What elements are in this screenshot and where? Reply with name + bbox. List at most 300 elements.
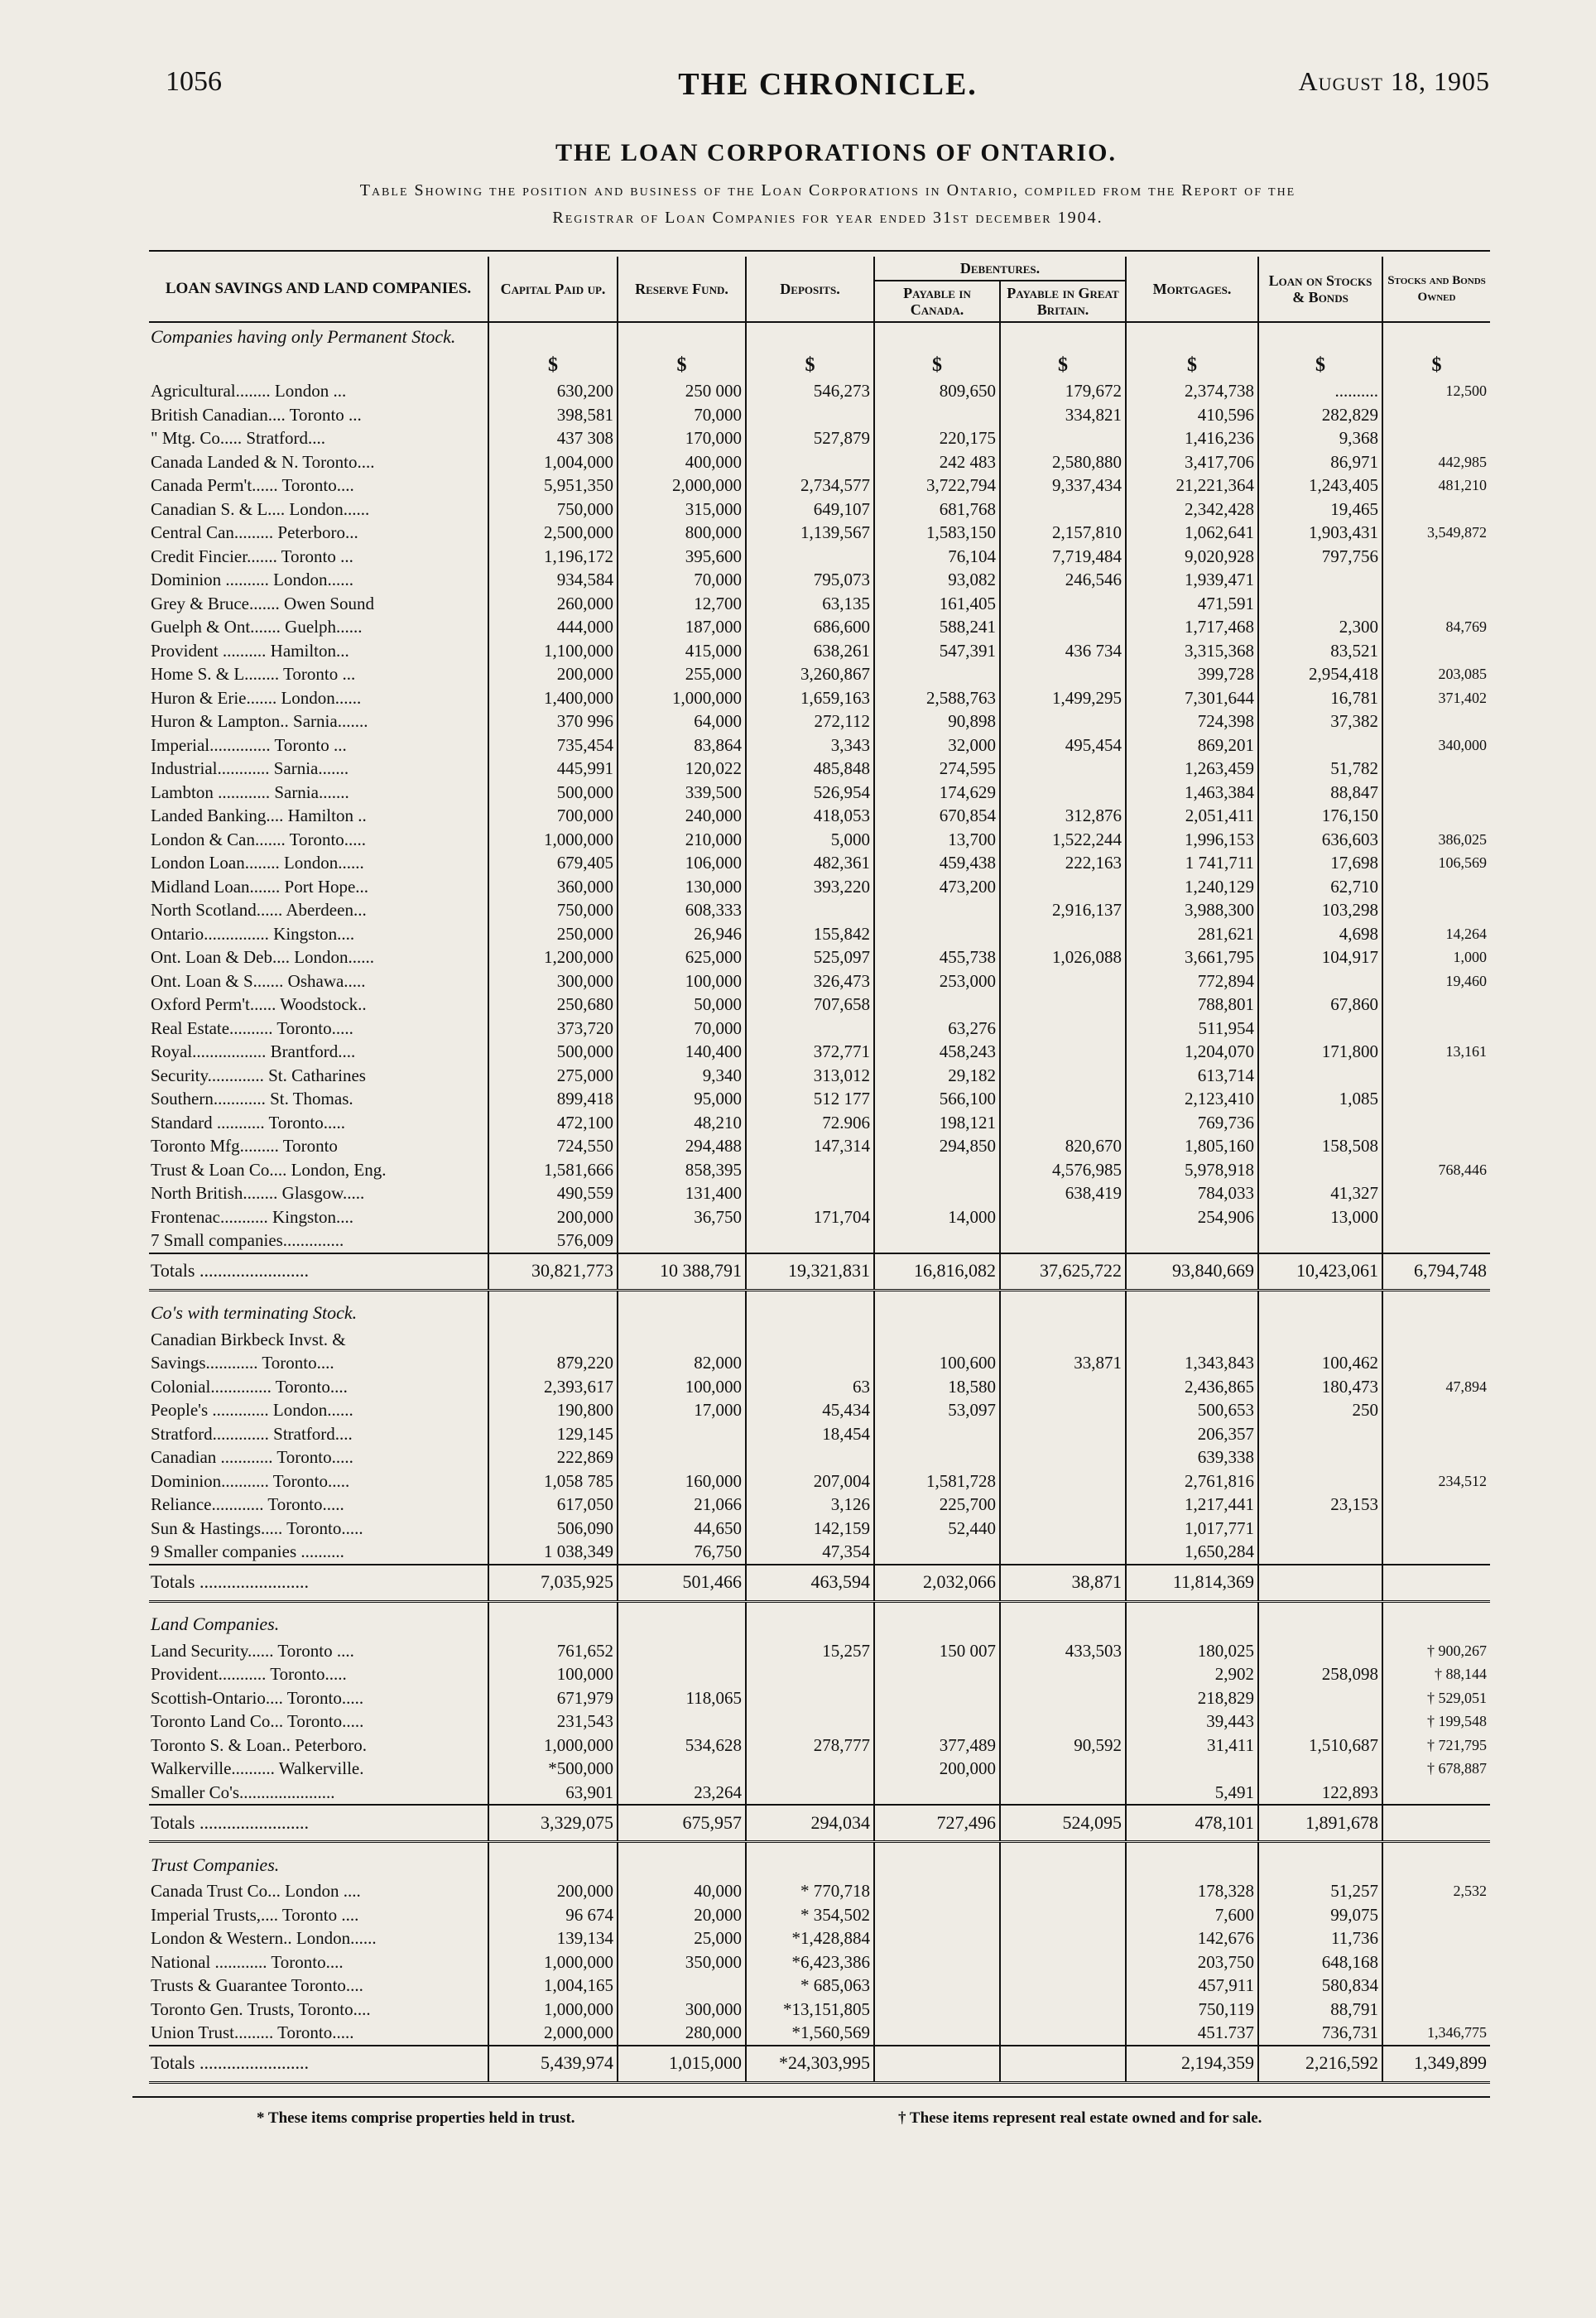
loans-cell: 37,382 (1258, 709, 1382, 733)
deb-britain-cell (1000, 757, 1126, 781)
loans-cell: 158,508 (1258, 1134, 1382, 1158)
spacer-row (149, 1842, 1490, 1852)
table-row (149, 1950, 1490, 1974)
stocks-cell (1382, 1781, 1490, 1806)
mortgages-cell: 869,201 (1126, 733, 1258, 757)
loans-cell: 122,893 (1258, 1781, 1382, 1806)
deposits-cell: 278,777 (746, 1734, 874, 1758)
blank-cell (149, 1290, 488, 1300)
capital-cell: 761,652 (488, 1639, 618, 1663)
company-name: Provident .......... Hamilton... (151, 640, 349, 661)
mortgages-cell: 1,017,771 (1126, 1517, 1258, 1541)
company-name: Home S. & L........ Toronto ... (151, 664, 356, 684)
loans-cell (1258, 1111, 1382, 1135)
deb-britain-cell: 4,576,985 (1000, 1158, 1126, 1182)
subtitle-line-1: Table Showing the position and business of the Loan Corporations in Ontario, compiled from the Report of the (359, 181, 1296, 200)
deb-canada-cell (874, 1950, 1000, 1974)
capital-cell: 1,000,000 (488, 828, 618, 852)
reserve-cell: 36,750 (618, 1205, 746, 1229)
col-header-companies: LOAN SAVINGS AND LAND COMPANIES. (149, 257, 488, 322)
loan-corporations-table (149, 257, 1490, 2084)
loans-cell: 104,917 (1258, 945, 1382, 969)
deb-canada-cell: 1,583,150 (874, 521, 1000, 545)
total-mortgages-cell: 2,194,359 (1126, 2046, 1258, 2083)
stocks-cell: 371,402 (1382, 686, 1490, 710)
deb-canada-cell: 681,768 (874, 498, 1000, 522)
bottom-rule (132, 2096, 1490, 2098)
totals-label: Totals ........................ (149, 2046, 488, 2083)
blank-cell (1258, 1851, 1382, 1879)
stocks-cell (1382, 1540, 1490, 1565)
capital-cell: 200,000 (488, 662, 618, 686)
table-row (149, 1181, 1490, 1205)
table-row (149, 1375, 1490, 1399)
loans-cell: 1,243,405 (1258, 474, 1382, 498)
stocks-cell (1382, 1064, 1490, 1088)
company-name: Credit Fincier....... Toronto ... (151, 546, 353, 566)
mortgages-cell: 1,240,129 (1126, 875, 1258, 899)
table-row (149, 945, 1490, 969)
stocks-cell (1382, 426, 1490, 450)
company-name: 7 Small companies.............. (151, 1230, 344, 1250)
company-name: London & Western.. London...... (151, 1928, 377, 1948)
blank-cell (1126, 1851, 1258, 1879)
deposits-cell: *13,151,805 (746, 1998, 874, 2022)
deb-canada-cell: 100,600 (874, 1351, 1000, 1375)
company-name: Toronto Mfg......... Toronto (151, 1136, 338, 1156)
deb-canada-cell (874, 1974, 1000, 1998)
capital-cell: 617,050 (488, 1493, 618, 1517)
mortgages-cell: 9,020,928 (1126, 545, 1258, 569)
mortgages-cell: 639,338 (1126, 1445, 1258, 1469)
blank-cell (746, 1290, 874, 1300)
mortgages-cell: 1,217,441 (1126, 1493, 1258, 1517)
stocks-cell (1382, 1205, 1490, 1229)
company-name: North British........ Glasgow..... (151, 1183, 365, 1203)
deb-canada-cell (874, 1662, 1000, 1686)
stocks-cell: 47,894 (1382, 1375, 1490, 1399)
capital-cell: 490,559 (488, 1181, 618, 1205)
mortgages-cell: 2,342,428 (1126, 498, 1258, 522)
mortgages-cell: 218,829 (1126, 1686, 1258, 1710)
col-header-deb-canada: Payable in Canada. (874, 281, 1000, 322)
total-reserve-cell: 10 388,791 (618, 1253, 746, 1291)
reserve-cell: 40,000 (618, 1879, 746, 1903)
company-name: North Scotland...... Aberdeen... (151, 900, 367, 920)
blank-cell (874, 1290, 1000, 1300)
loans-cell: 19,465 (1258, 498, 1382, 522)
spacer-row (149, 1601, 1490, 1611)
stocks-cell (1382, 1493, 1490, 1517)
company-name: Lambton ............ Sarnia....... (151, 781, 349, 802)
stocks-cell (1382, 757, 1490, 781)
table-row (149, 1757, 1490, 1781)
company-name: Toronto Gen. Trusts, Toronto.... (151, 1998, 371, 2019)
loans-cell: 67,860 (1258, 993, 1382, 1017)
deb-canada-cell: 3,722,794 (874, 474, 1000, 498)
blank-cell (149, 1842, 488, 1852)
company-name: Canada Perm't...... Toronto.... (151, 475, 354, 495)
mortgages-cell: 3,988,300 (1126, 898, 1258, 922)
mortgages-cell: 1,416,236 (1126, 426, 1258, 450)
blank-cell (618, 1601, 746, 1611)
deposits-cell (746, 1662, 874, 1686)
deb-britain-cell (1000, 1017, 1126, 1041)
reserve-cell: 315,000 (618, 498, 746, 522)
capital-cell: *500,000 (488, 1757, 618, 1781)
deb-canada-cell: 2,588,763 (874, 686, 1000, 710)
deb-canada-cell (874, 1710, 1000, 1734)
deb-canada-cell: 93,082 (874, 568, 1000, 592)
capital-cell: 1,004,000 (488, 450, 618, 474)
capital-cell: 398,581 (488, 403, 618, 427)
table-row (149, 1686, 1490, 1710)
deb-britain-cell (1000, 1040, 1126, 1064)
stocks-cell: † 678,887 (1382, 1757, 1490, 1781)
deb-canada-cell: 294,850 (874, 1134, 1000, 1158)
company-name: Walkerville.......... Walkerville. (151, 1758, 364, 1778)
reserve-cell: 118,065 (618, 1686, 746, 1710)
deposits-cell: *1,560,569 (746, 2021, 874, 2046)
loans-cell (1258, 1757, 1382, 1781)
capital-cell: 2,500,000 (488, 521, 618, 545)
table-row (149, 804, 1490, 828)
capital-cell: 1,004,165 (488, 1974, 618, 1998)
table-row (149, 2021, 1490, 2046)
table-row (149, 1229, 1490, 1253)
deposits-cell: 485,848 (746, 757, 874, 781)
loans-cell (1258, 1517, 1382, 1541)
deposits-cell: 372,771 (746, 1040, 874, 1064)
mortgages-cell: 1,650,284 (1126, 1540, 1258, 1565)
deb-britain-cell: 179,672 (1000, 379, 1126, 403)
blank-cell (618, 1611, 746, 1639)
total-mortgages-cell: 93,840,669 (1126, 1253, 1258, 1291)
loans-cell: 83,521 (1258, 639, 1382, 663)
table-row (149, 1781, 1490, 1806)
deposits-cell (746, 545, 874, 569)
mortgages-cell: 180,025 (1126, 1639, 1258, 1663)
reserve-cell: 70,000 (618, 403, 746, 427)
company-name: Ont. Loan & S....... Oshawa..... (151, 970, 366, 991)
loans-cell (1258, 1229, 1382, 1253)
deb-britain-cell (1000, 1493, 1126, 1517)
capital-cell: 472,100 (488, 1111, 618, 1135)
deposits-cell: 18,454 (746, 1422, 874, 1446)
reserve-cell: 250 000 (618, 379, 746, 403)
total-capital-cell: 30,821,773 (488, 1253, 618, 1291)
total-deb-canada-cell (874, 2046, 1000, 2083)
stocks-cell (1382, 1351, 1490, 1375)
company-name: Dominion........... Toronto..... (151, 1470, 350, 1491)
mortgages-cell: 410,596 (1126, 403, 1258, 427)
reserve-cell: 70,000 (618, 1017, 746, 1041)
capital-cell: 300,000 (488, 969, 618, 993)
capital-cell: 1 038,349 (488, 1540, 618, 1565)
dollar-sign: $ (1000, 351, 1126, 379)
deposits-cell: * 770,718 (746, 1879, 874, 1903)
reserve-cell: 534,628 (618, 1734, 746, 1758)
deb-britain-cell (1000, 709, 1126, 733)
reserve-cell: 140,400 (618, 1040, 746, 1064)
deb-britain-cell (1000, 1445, 1126, 1469)
dollar-sign: $ (746, 351, 874, 379)
capital-cell: 1,400,000 (488, 686, 618, 710)
company-name: British Canadian.... Toronto ... (151, 404, 362, 425)
deposits-cell: 482,361 (746, 851, 874, 875)
deposits-cell: 63,135 (746, 592, 874, 616)
stocks-cell (1382, 1017, 1490, 1041)
blank-cell (1126, 1842, 1258, 1852)
company-name: Landed Banking.... Hamilton .. (151, 806, 367, 825)
mortgages-cell: 2,761,816 (1126, 1469, 1258, 1493)
table-row (149, 1517, 1490, 1541)
mortgages-cell: 2,436,865 (1126, 1375, 1258, 1399)
deposits-cell (746, 1710, 874, 1734)
dollar-sign: $ (488, 351, 618, 379)
capital-cell: 250,680 (488, 993, 618, 1017)
reserve-cell: 76,750 (618, 1540, 746, 1565)
table-row (149, 498, 1490, 522)
table-row (149, 1328, 1490, 1352)
table-row (149, 1540, 1490, 1565)
blank-cell (488, 1842, 618, 1852)
blank-cell (874, 1300, 1000, 1328)
mortgages-cell: 724,398 (1126, 709, 1258, 733)
table-row (149, 1087, 1490, 1111)
capital-cell: 1,000,000 (488, 1734, 618, 1758)
capital-cell: 700,000 (488, 804, 618, 828)
blank-cell (1382, 1611, 1490, 1639)
company-name: Oxford Perm't...... Woodstock.. (151, 994, 367, 1014)
blank-cell (874, 1851, 1000, 1879)
deposits-cell: 15,257 (746, 1639, 874, 1663)
total-capital-cell: 3,329,075 (488, 1805, 618, 1842)
mortgages-cell: 142,676 (1126, 1926, 1258, 1950)
company-name: Real Estate.......... Toronto..... (151, 1017, 353, 1038)
loans-cell: 580,834 (1258, 1974, 1382, 1998)
mortgages-cell: 1,062,641 (1126, 521, 1258, 545)
blank-cell (746, 1842, 874, 1852)
loans-cell: 2,954,418 (1258, 662, 1382, 686)
company-name: Huron & Lampton.. Sarnia....... (151, 711, 368, 731)
mortgages-cell: 750,119 (1126, 1998, 1258, 2022)
mortgages-cell: 3,661,795 (1126, 945, 1258, 969)
loans-cell (1258, 1422, 1382, 1446)
company-name: Sun & Hastings..... Toronto..... (151, 1517, 363, 1538)
stocks-cell: 386,025 (1382, 828, 1490, 852)
company-name: Smaller Co's...................... (151, 1782, 335, 1802)
capital-cell: 500,000 (488, 781, 618, 805)
col-header-debentures: Debentures. (874, 257, 1126, 281)
dollar-sign: $ (618, 351, 746, 379)
company-name: Standard ........... Toronto..... (151, 1112, 345, 1133)
deposits-cell: 47,354 (746, 1540, 874, 1565)
blank-cell (149, 1601, 488, 1611)
deb-canada-cell (874, 1422, 1000, 1446)
total-deposits-cell: *24,303,995 (746, 2046, 874, 2083)
company-name: Canadian ............ Toronto..... (151, 1447, 353, 1467)
deb-canada-cell: 225,700 (874, 1493, 1000, 1517)
deposits-cell: 649,107 (746, 498, 874, 522)
capital-cell: 1,058 785 (488, 1469, 618, 1493)
mortgages-cell: 1,204,070 (1126, 1040, 1258, 1064)
blank-cell (1258, 1300, 1382, 1328)
totals-row (149, 1253, 1490, 1291)
stocks-cell: 340,000 (1382, 733, 1490, 757)
loans-cell: 23,153 (1258, 1493, 1382, 1517)
capital-cell: 360,000 (488, 875, 618, 899)
table-row (149, 781, 1490, 805)
loans-cell: 103,298 (1258, 898, 1382, 922)
deposits-cell (746, 898, 874, 922)
total-loans-cell (1258, 1565, 1382, 1602)
total-stocks-cell: 6,794,748 (1382, 1253, 1490, 1291)
deb-canada-cell: 253,000 (874, 969, 1000, 993)
capital-cell: 724,550 (488, 1134, 618, 1158)
reserve-cell: 20,000 (618, 1903, 746, 1927)
stocks-cell: 106,569 (1382, 851, 1490, 875)
table-row (149, 1734, 1490, 1758)
deposits-cell: 171,704 (746, 1205, 874, 1229)
stocks-cell (1382, 592, 1490, 616)
stocks-cell: 19,460 (1382, 969, 1490, 993)
deb-britain-cell: 9,337,434 (1000, 474, 1126, 498)
total-reserve-cell: 1,015,000 (618, 2046, 746, 2083)
stocks-cell: 442,985 (1382, 450, 1490, 474)
capital-cell: 750,000 (488, 898, 618, 922)
blank-cell (1000, 1290, 1126, 1300)
capital-cell: 899,418 (488, 1087, 618, 1111)
reserve-cell: 339,500 (618, 781, 746, 805)
deposits-cell: 418,053 (746, 804, 874, 828)
col-header-capital: Capital Paid up. (488, 257, 618, 322)
stocks-cell (1382, 1181, 1490, 1205)
total-loans-cell: 2,216,592 (1258, 2046, 1382, 2083)
mortgages-cell (1126, 1229, 1258, 1253)
table-row (149, 1040, 1490, 1064)
loans-cell (1258, 568, 1382, 592)
stocks-cell (1382, 804, 1490, 828)
reserve-cell: 130,000 (618, 875, 746, 899)
reserve-cell: 255,000 (618, 662, 746, 686)
loans-cell (1258, 1445, 1382, 1469)
capital-cell: 437 308 (488, 426, 618, 450)
reserve-cell: 858,395 (618, 1158, 746, 1182)
blank-cell (1258, 1611, 1382, 1639)
loans-cell: 282,829 (1258, 403, 1382, 427)
capital-cell: 445,991 (488, 757, 618, 781)
loans-cell: 9,368 (1258, 426, 1382, 450)
stocks-cell: 1,346,775 (1382, 2021, 1490, 2046)
col-header-stocks: Stocks and Bonds Owned (1382, 257, 1490, 322)
deb-britain-cell: 7,719,484 (1000, 545, 1126, 569)
loans-cell (1258, 1710, 1382, 1734)
reserve-cell: 608,333 (618, 898, 746, 922)
reserve-cell (618, 1445, 746, 1469)
company-name: Central Can......... Peterboro... (151, 522, 358, 542)
stocks-cell (1382, 639, 1490, 663)
capital-cell: 100,000 (488, 1662, 618, 1686)
loans-cell: 648,168 (1258, 1950, 1382, 1974)
dollar-sign: $ (1126, 351, 1258, 379)
company-name: Midland Loan....... Port Hope... (151, 876, 369, 897)
deb-canada-cell (874, 1181, 1000, 1205)
deb-canada-cell: 1,581,728 (874, 1469, 1000, 1493)
reserve-cell: 12,700 (618, 592, 746, 616)
reserve-cell: 160,000 (618, 1469, 746, 1493)
table-subtitle (149, 177, 1507, 232)
mortgages-cell: 500,653 (1126, 1398, 1258, 1422)
reserve-cell: 82,000 (618, 1351, 746, 1375)
total-stocks-cell (1382, 1805, 1490, 1842)
stocks-cell (1382, 1111, 1490, 1135)
table-row (149, 828, 1490, 852)
page-number: 1056 (166, 66, 222, 97)
reserve-cell: 21,066 (618, 1493, 746, 1517)
deb-britain-cell (1000, 1229, 1126, 1253)
loans-cell: 51,257 (1258, 1879, 1382, 1903)
deb-britain-cell (1000, 1398, 1126, 1422)
deposits-cell: 45,434 (746, 1398, 874, 1422)
table-row (149, 851, 1490, 875)
company-name: Frontenac........... Kingston.... (151, 1206, 353, 1227)
deb-canada-cell (874, 2021, 1000, 2046)
stocks-cell: 768,446 (1382, 1158, 1490, 1182)
capital-cell: 2,000,000 (488, 2021, 618, 2046)
company-name: Southern............ St. Thomas. (151, 1089, 353, 1109)
deposits-cell (746, 1445, 874, 1469)
capital-cell: 2,393,617 (488, 1375, 618, 1399)
blank-cell (618, 1300, 746, 1328)
mortgages-cell (1126, 1757, 1258, 1781)
deb-canada-cell (874, 1926, 1000, 1950)
capital-cell: 1,581,666 (488, 1158, 618, 1182)
reserve-cell: 70,000 (618, 568, 746, 592)
deb-britain-cell: 334,821 (1000, 403, 1126, 427)
table-row (149, 757, 1490, 781)
stocks-cell: † 199,548 (1382, 1710, 1490, 1734)
mortgages-cell: 784,033 (1126, 1181, 1258, 1205)
reserve-cell: 17,000 (618, 1398, 746, 1422)
reserve-cell: 400,000 (618, 450, 746, 474)
deposits-cell: 1,659,163 (746, 686, 874, 710)
deb-canada-cell (874, 898, 1000, 922)
loans-cell: 62,710 (1258, 875, 1382, 899)
capital-cell: 275,000 (488, 1064, 618, 1088)
company-name: Royal................. Brantford.... (151, 1041, 356, 1061)
col-header-loans: Loan on Stocks & Bonds (1258, 257, 1382, 322)
stocks-cell (1382, 709, 1490, 733)
deposits-cell (746, 1781, 874, 1806)
company-name: Canadian Birkbeck Invst. & (151, 1329, 346, 1349)
deb-britain-cell (1000, 1540, 1126, 1565)
blank-cell (1258, 1842, 1382, 1852)
deposits-cell (746, 1181, 874, 1205)
stocks-cell (1382, 1445, 1490, 1469)
reserve-cell: 170,000 (618, 426, 746, 450)
mortgages-cell: 39,443 (1126, 1710, 1258, 1734)
col-header-deposits: Deposits. (746, 257, 874, 322)
loans-cell: 100,462 (1258, 1351, 1382, 1375)
reserve-cell: 240,000 (618, 804, 746, 828)
deb-britain-cell (1000, 1517, 1126, 1541)
loans-cell (1258, 969, 1382, 993)
table-row (149, 1974, 1490, 1998)
deb-canada-cell (874, 1445, 1000, 1469)
blank-cell (746, 1611, 874, 1639)
table-row (149, 592, 1490, 616)
